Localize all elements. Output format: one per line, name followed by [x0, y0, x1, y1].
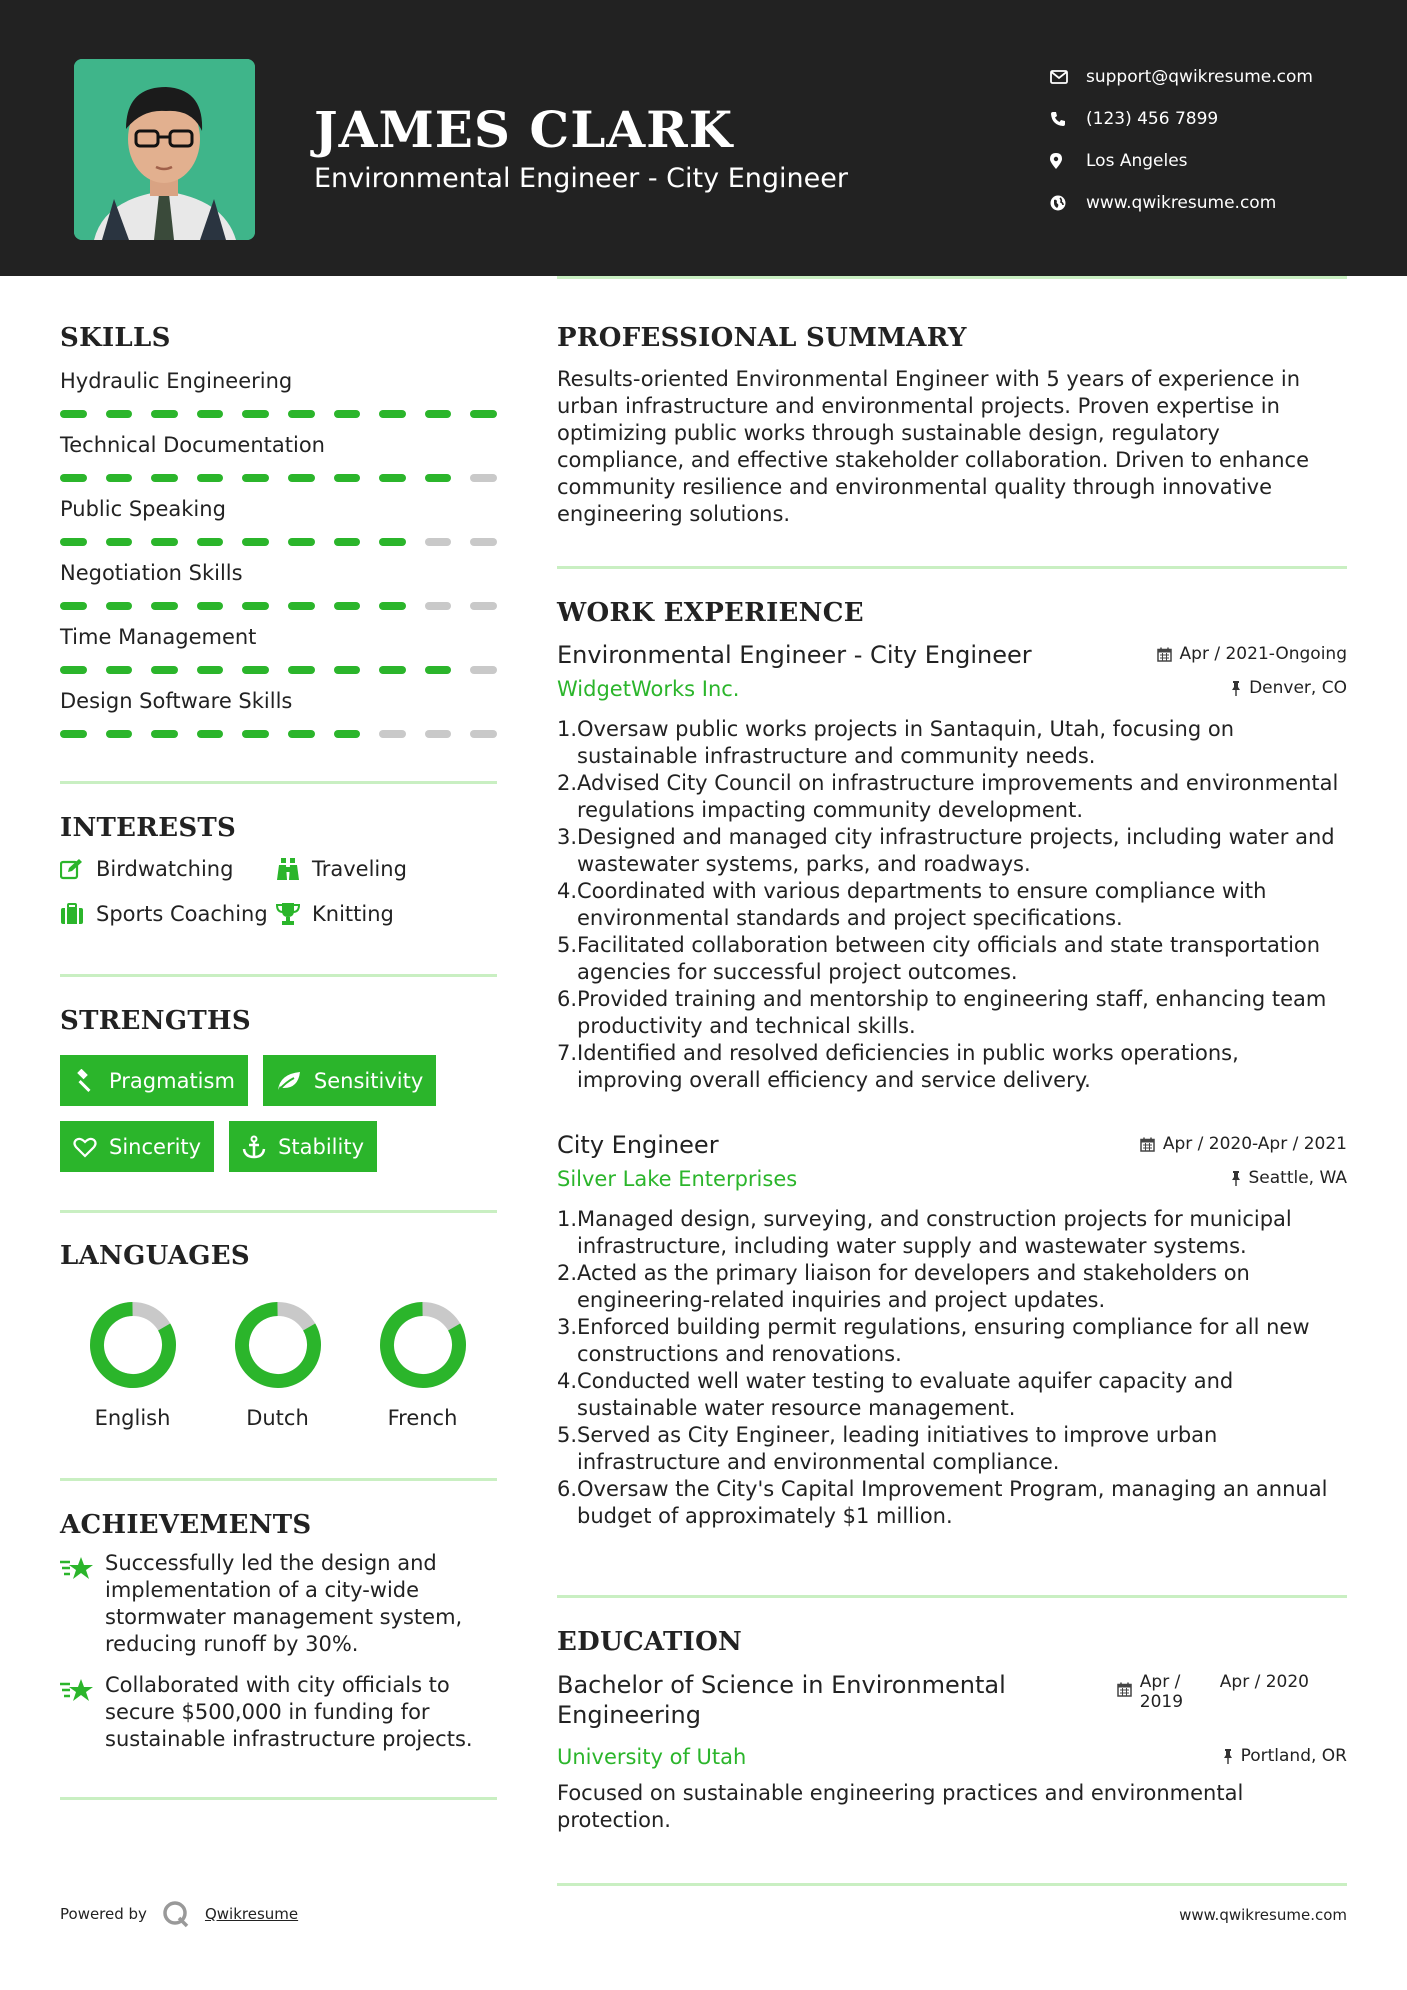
skill-dash-filled: [242, 730, 269, 738]
skill-dash-filled: [288, 730, 315, 738]
job-company: WidgetWorks Inc.: [557, 677, 740, 701]
skill-dash-filled: [334, 474, 361, 482]
skill-rating: [60, 602, 497, 610]
job-bullet: 4. Conducted well water testing to evaluate aquifer capacity and sustainable water resource management.: [557, 1369, 1234, 1420]
skill-dash-filled: [425, 410, 452, 418]
skills-heading: SKILLS: [60, 323, 171, 353]
language-proficiency-ring: [378, 1300, 468, 1390]
contact-phone-text: (123) 456 7899: [1086, 109, 1219, 129]
skill-dash-empty: [470, 474, 497, 482]
interest-item: [60, 900, 276, 927]
contact-phone[interactable]: [1050, 98, 1313, 140]
skill-dash-filled: [197, 538, 224, 546]
skill-item: [60, 430, 497, 494]
skill-dash-filled: [334, 602, 361, 610]
education-start-date: Apr / 2019: [1139, 1672, 1184, 1712]
powered-by-label: Powered by: [60, 1905, 147, 1923]
binoculars-icon: [276, 857, 312, 881]
contact-email-text: support@qwikresume.com: [1086, 67, 1313, 87]
contact-website-text: www.qwikresume.com: [1086, 193, 1277, 213]
header-divider: [557, 276, 1347, 279]
strength-label: Stability: [278, 1134, 365, 1159]
skill-dash-empty: [425, 730, 452, 738]
skill-name: Design Software Skills: [60, 689, 293, 713]
section-divider: [557, 1595, 1347, 1598]
job-date: [1140, 1134, 1347, 1154]
job-bullet: 3. Enforced building permit regulations, ensuring compliance for all new constructions and renovations.: [557, 1315, 1310, 1366]
skill-name: Hydraulic Engineering: [60, 369, 293, 393]
skill-dash-empty: [425, 602, 452, 610]
contact-website[interactable]: [1050, 182, 1313, 224]
strength-label: Sincerity: [109, 1134, 202, 1159]
education-end-date: Apr / 2020: [1219, 1672, 1309, 1692]
leaf-icon: [276, 1070, 302, 1092]
skill-dash-empty: [470, 602, 497, 610]
skill-dash-filled: [242, 602, 269, 610]
contact-list: [1050, 56, 1313, 224]
skill-name: Time Management: [60, 625, 257, 649]
job-entry: [557, 1130, 1347, 1530]
skill-dash-filled: [60, 602, 87, 610]
section-divider: [60, 1210, 497, 1213]
skill-item: [60, 366, 497, 430]
envelope-icon: [1050, 70, 1086, 84]
achievement-text: Collaborated with city officials to secure $500,000 in funding for sustainable infrastructure projects.: [105, 1673, 473, 1751]
job-date-text: Apr / 2020-Apr / 2021: [1162, 1134, 1347, 1154]
calendar-icon: [1157, 647, 1172, 662]
skill-dash-filled: [60, 474, 87, 482]
skill-name: Public Speaking: [60, 497, 226, 521]
skill-dash-filled: [197, 410, 224, 418]
footer-url[interactable]: www.qwikresume.com: [1179, 1906, 1347, 1924]
skill-rating: [60, 666, 497, 674]
job-entry: [557, 640, 1347, 1094]
job-bullet: 1. Oversaw public works projects in Santaquin, Utah, focusing on sustainable infrastructure and community needs.: [557, 717, 1235, 768]
job-location-text: Denver, CO: [1249, 678, 1347, 698]
achievement-item: [60, 1550, 497, 1658]
skill-dash-filled: [242, 538, 269, 546]
interests-list: [60, 855, 497, 927]
strength-badge: [60, 1121, 214, 1172]
job-bullet: 7. Identified and resolved deficiencies in public works operations, improving overall efficiency and service delivery.: [557, 1041, 1239, 1092]
interest-label: Traveling: [312, 856, 407, 881]
skill-dash-filled: [288, 538, 315, 546]
skill-dash-empty: [470, 538, 497, 546]
calendar-icon: [1140, 1137, 1155, 1152]
skill-dash-filled: [334, 538, 361, 546]
skill-dash-filled: [60, 730, 87, 738]
calendar-icon: [1117, 1682, 1132, 1697]
skill-dash-filled: [197, 474, 224, 482]
education-entry: [557, 1670, 1347, 1834]
resume-header: [0, 0, 1407, 276]
summary-text: Results-oriented Environmental Engineer with 5 years of experience in urban infrastructure and environmental projects. Proven expertise in optimizing public works through sustainable design, regulatory compliance, and effective stakeholder collaboration. Driven to enhance community resilience and environmental quality through innovative engineering solutions.: [557, 367, 1310, 526]
star-icon: [60, 1672, 105, 1753]
skill-dash-filled: [425, 666, 452, 674]
job-location: [1231, 1168, 1348, 1188]
skill-dash-empty: [379, 730, 406, 738]
language-name: Dutch: [246, 1406, 309, 1430]
section-divider: [60, 1797, 497, 1800]
skill-dash-filled: [60, 538, 87, 546]
skill-dash-filled: [60, 666, 87, 674]
language-proficiency-ring: [88, 1300, 178, 1390]
skill-item: [60, 558, 497, 622]
contact-location-text: Los Angeles: [1086, 151, 1188, 171]
skill-dash-filled: [151, 474, 178, 482]
experience-heading: WORK EXPERIENCE: [557, 598, 864, 628]
skill-rating: [60, 474, 497, 482]
footer-powered-by: [60, 1900, 298, 1928]
skill-rating: [60, 410, 497, 418]
strengths-heading: STRENGTHS: [60, 1006, 251, 1036]
contact-location: [1050, 140, 1313, 182]
skill-dash-filled: [379, 538, 406, 546]
anchor-icon: [242, 1135, 266, 1159]
skill-item: [60, 494, 497, 558]
languages-heading: LANGUAGES: [60, 1241, 250, 1271]
skill-item: [60, 686, 497, 750]
job-bullet: 2. Acted as the primary liaison for developers and stakeholders on engineering-related inquiries and project updates.: [557, 1261, 1250, 1312]
interest-item: [60, 855, 276, 882]
strength-label: Sensitivity: [313, 1068, 424, 1093]
job-bullet: 6. Provided training and mentorship to engineering staff, enhancing team productivity and technical skills.: [557, 987, 1327, 1038]
skill-dash-empty: [470, 666, 497, 674]
gavel-icon: [73, 1069, 97, 1093]
job-company: Silver Lake Enterprises: [557, 1167, 798, 1191]
strength-badge: [263, 1055, 436, 1106]
achievements-heading: ACHIEVEMENTS: [60, 1510, 312, 1540]
skill-dash-filled: [60, 410, 87, 418]
job-bullets: [557, 716, 1347, 1094]
section-divider: [557, 1883, 1347, 1886]
job-bullet: 5. Served as City Engineer, leading initiatives to improve urban infrastructure and environmental compliance.: [557, 1423, 1218, 1474]
strength-badge: [229, 1121, 377, 1172]
pushpin-icon: [1223, 1749, 1233, 1764]
section-divider: [60, 974, 497, 977]
interest-label: Knitting: [312, 901, 394, 926]
job-location-text: Seattle, WA: [1248, 1168, 1347, 1188]
interest-label: Birdwatching: [96, 856, 234, 881]
job-bullet: 4. Coordinated with various departments to ensure compliance with environmental standards and project specifications.: [557, 879, 1267, 930]
job-bullet: 5. Facilitated collaboration between city officials and state transportation agencies for successful project outcomes.: [557, 933, 1321, 984]
school-location-text: Portland, OR: [1240, 1746, 1347, 1766]
skill-dash-filled: [197, 730, 224, 738]
skill-dash-filled: [106, 474, 133, 482]
candidate-name: JAMES CLARK: [314, 100, 734, 159]
skill-dash-filled: [470, 410, 497, 418]
language-proficiency-ring: [233, 1300, 323, 1390]
map-pin-icon: [1050, 153, 1086, 169]
pushpin-icon: [1231, 681, 1241, 696]
interest-item: [276, 855, 492, 882]
globe-icon: [1050, 195, 1086, 211]
skill-dash-filled: [242, 474, 269, 482]
interest-item: [276, 900, 492, 927]
skill-rating: [60, 538, 497, 546]
strengths-list: [60, 1055, 497, 1172]
skill-dash-filled: [151, 602, 178, 610]
summary-heading: PROFESSIONAL SUMMARY: [557, 323, 967, 353]
skill-dash-filled: [106, 730, 133, 738]
job-date: [1157, 644, 1347, 664]
skill-rating: [60, 730, 497, 738]
skill-dash-empty: [425, 538, 452, 546]
trophy-icon: [276, 902, 312, 926]
education-heading: EDUCATION: [557, 1627, 743, 1657]
skill-dash-filled: [334, 410, 361, 418]
interests-heading: INTERESTS: [60, 813, 237, 843]
achievements-list: [60, 1550, 497, 1767]
skill-dash-filled: [288, 474, 315, 482]
phone-icon: [1050, 111, 1086, 127]
education-date: [1117, 1672, 1309, 1712]
language-name: French: [387, 1406, 458, 1430]
skill-dash-filled: [106, 602, 133, 610]
language-item: [60, 1300, 205, 1430]
skill-dash-filled: [425, 474, 452, 482]
qwikresume-link[interactable]: Qwikresume: [204, 1905, 299, 1923]
skill-dash-filled: [379, 602, 406, 610]
education-description: Focused on sustainable engineering practices and environmental protection.: [557, 1781, 1244, 1832]
skill-dash-filled: [151, 410, 178, 418]
skill-dash-filled: [288, 666, 315, 674]
school-location: [1223, 1746, 1347, 1766]
skill-dash-filled: [334, 666, 361, 674]
qwikresume-logo-icon: [161, 1900, 191, 1928]
pencil-icon: [60, 858, 96, 880]
skill-dash-filled: [288, 602, 315, 610]
job-date-text: Apr / 2021-Ongoing: [1179, 644, 1347, 664]
section-divider: [557, 566, 1347, 569]
interest-label: Sports Coaching: [96, 901, 268, 926]
language-name: English: [94, 1406, 171, 1430]
achievement-text: Successfully led the design and implementation of a city-wide stormwater management system, reducing runoff by 30%.: [105, 1551, 463, 1656]
job-bullet: 3. Designed and managed city infrastructure projects, including water and wastewater systems, parks, and roadways.: [557, 825, 1335, 876]
skill-dash-filled: [334, 730, 361, 738]
job-bullets: [557, 1206, 1347, 1530]
skill-dash-filled: [379, 410, 406, 418]
job-title: Environmental Engineer - City Engineer: [557, 641, 1032, 669]
skill-dash-empty: [470, 730, 497, 738]
school-name: University of Utah: [557, 1745, 747, 1769]
contact-email[interactable]: [1050, 56, 1313, 98]
job-location: [1231, 678, 1347, 698]
job-bullet: 6. Oversaw the City's Capital Improvement Program, managing an annual budget of approximately $1 million.: [557, 1477, 1328, 1528]
skill-dash-filled: [106, 410, 133, 418]
job-bullet: 2. Advised City Council on infrastructure improvements and environmental regulations impacting community development.: [557, 771, 1339, 822]
achievement-item: [60, 1672, 497, 1753]
section-divider: [60, 1478, 497, 1481]
skills-list: [60, 366, 497, 750]
skill-dash-filled: [379, 666, 406, 674]
candidate-title: Environmental Engineer - City Engineer: [314, 163, 848, 194]
skill-dash-filled: [288, 410, 315, 418]
star-icon: [60, 1550, 105, 1658]
job-title: City Engineer: [557, 1131, 719, 1159]
skill-dash-filled: [151, 730, 178, 738]
skill-item: [60, 622, 497, 686]
skill-dash-filled: [242, 410, 269, 418]
language-item: [205, 1300, 350, 1430]
profile-photo: [74, 59, 255, 240]
languages-list: [60, 1300, 495, 1430]
strength-label: Pragmatism: [109, 1068, 235, 1093]
skill-dash-filled: [106, 538, 133, 546]
briefcase-icon: [60, 903, 96, 925]
strength-badge: [60, 1055, 248, 1106]
skill-dash-filled: [197, 666, 224, 674]
skill-name: Negotiation Skills: [60, 561, 243, 585]
skill-dash-filled: [151, 538, 178, 546]
job-bullet: 1. Managed design, surveying, and construction projects for municipal infrastructure, including water supply and wastewater systems.: [557, 1207, 1292, 1258]
skill-dash-filled: [379, 474, 406, 482]
skill-dash-filled: [242, 666, 269, 674]
skill-dash-filled: [197, 602, 224, 610]
skill-dash-filled: [106, 666, 133, 674]
heart-icon: [73, 1136, 97, 1158]
skill-name: Technical Documentation: [60, 433, 325, 457]
section-divider: [60, 781, 497, 784]
skill-dash-filled: [151, 666, 178, 674]
degree-title: Bachelor of Science in Environmental Engineering: [557, 1671, 1006, 1729]
language-item: [350, 1300, 495, 1430]
pushpin-icon: [1231, 1171, 1241, 1186]
